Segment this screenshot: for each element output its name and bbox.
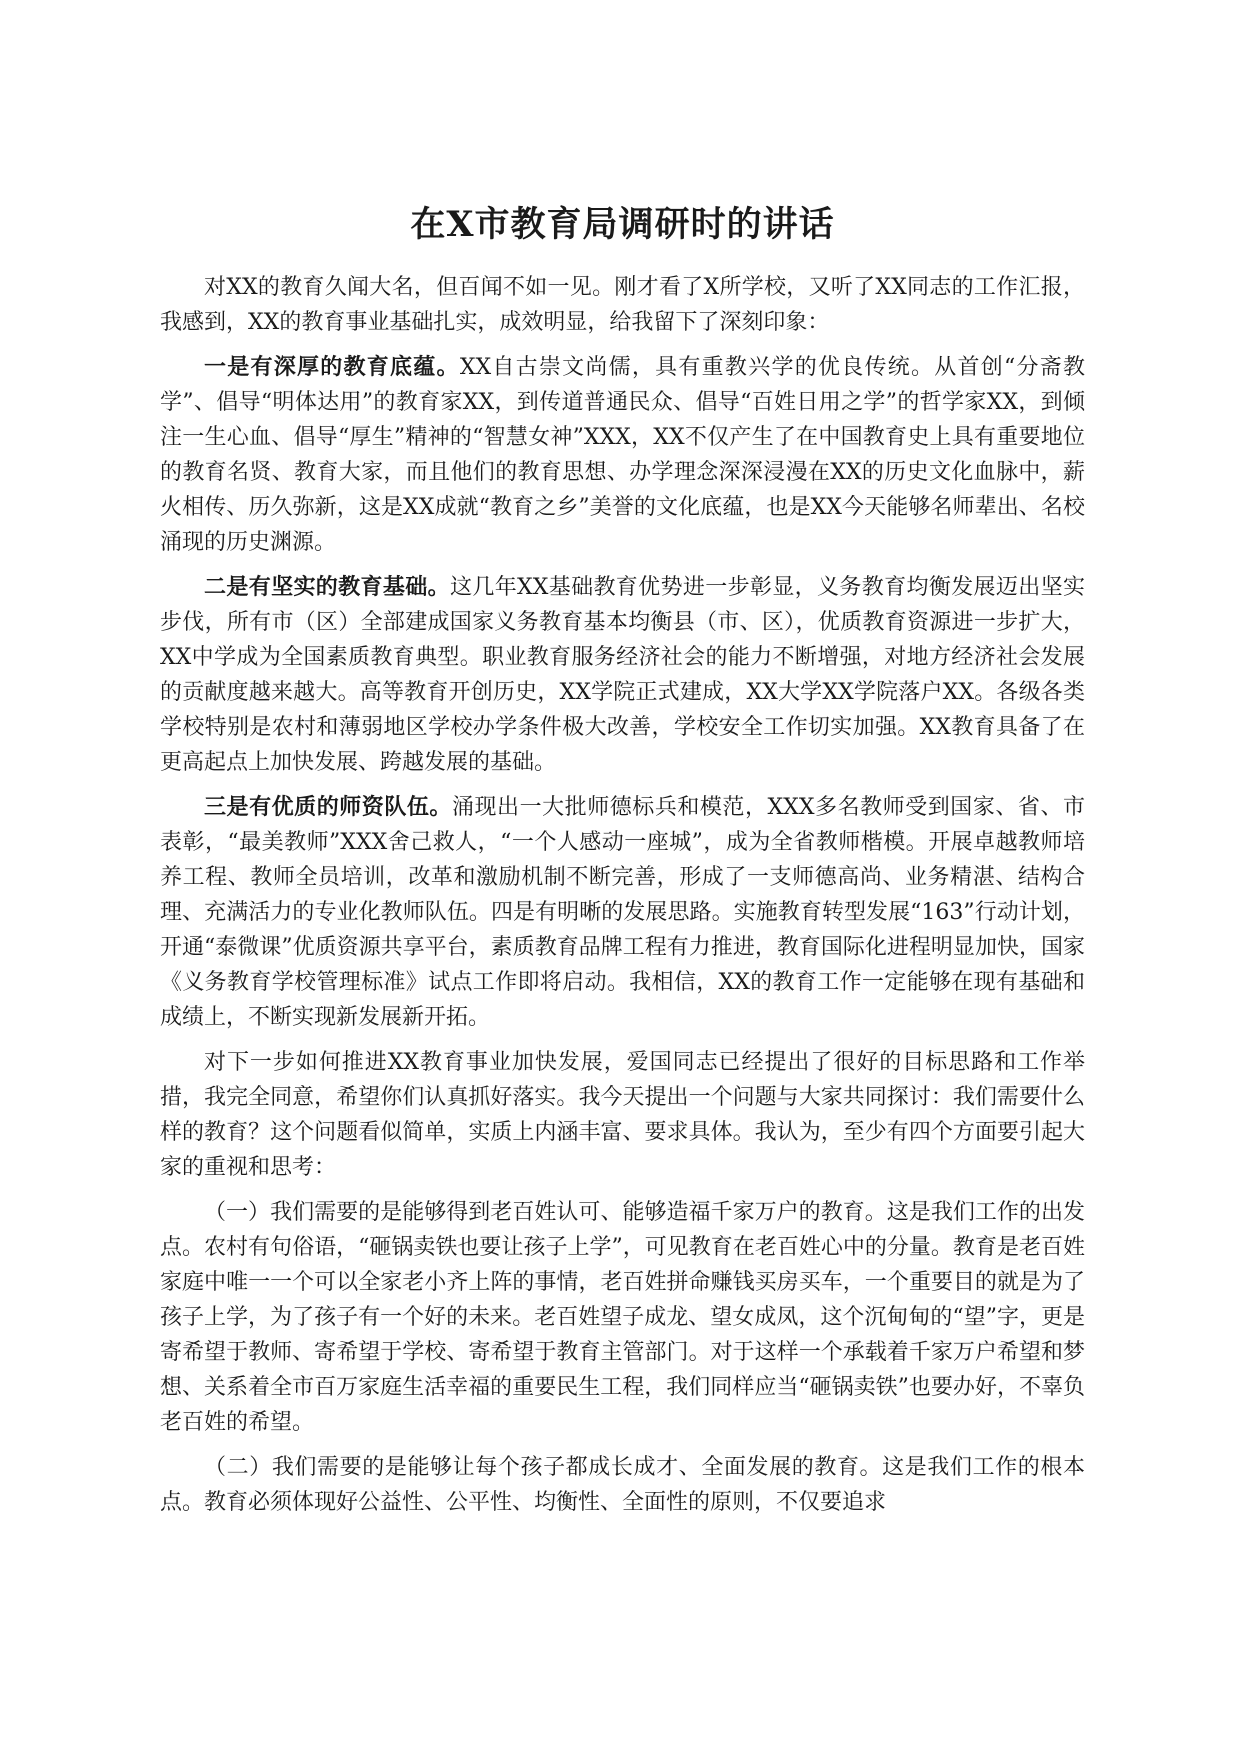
document-title: 在X市教育局调研时的讲话 [410, 204, 835, 245]
paragraph-text: （一）我们需要的是能够得到老百姓认可、能够造福千家万户的教育。这是我们工作的出发点。农村有句俗语，“砸锅卖铁也要让孩子上学”，可见教育在老百姓心中的分量。教育是老百姓家庭中唯一一个可以全家老小齐上阵的事情，老百姓拼命赚钱买房买车，一个重要目的就是为了孩子上学，为了孩子有一个好的未来。老百姓望子成龙、望女成凤，这个沉甸甸的“望”字，更是寄希望于教师、寄希望于学校、寄希望于教育主管部门。对于这样一个承载着千家万户希望和梦想、关系着全市百万家庭生活幸福的重要民生工程，我们同样应当“砸锅卖铁”也要办好，不辜负老百姓的希望。 [160, 1200, 1085, 1435]
paragraph-text: XX自古崇文尚儒，具有重教兴学的优良传统。从首创“分斋教学”、倡导“明体达用”的教育家XX，到传道普通民众、倡导“百姓日用之学”的哲学家XX，到倾注一生心血、倡导“厚生”精神的“智慧女神”XXX，XX不仅产生了在中国教育史上具有重要地位的教育名贤、教育大家，而且他们的教育思想、办学理念深深浸漫在XX的历史文化血脉中，薪火相传、历久弥新，这是XX成就“教育之乡”美誉的文化底蕴，也是XX今天能够名师辈出、名校涌现的历史渊源。 [160, 355, 1085, 555]
paragraph-point-3 [160, 790, 1085, 1035]
paragraph-lead: 三是有优质的师资队伍。 [204, 794, 452, 820]
document-page [160, 200, 1085, 1530]
paragraph-text: 这几年XX基础教育优势进一步彰显，义务教育均衡发展迈出坚实步伐，所有市（区）全部建成国家义务教育基本均衡县（市、区），优质教育资源进一步扩大，XX中学成为全国素质教育典型。职业教育服务经济社会的能力不断增强，对地方经济社会发展的贡献度越来越大。高等教育开创历史，XX学院正式建成，XX大学XX学院落户XX。各级各类学校特别是农村和薄弱地区学校办学条件极大改善，学校安全工作切实加强。XX教育具备了在更高起点上加快发展、跨越发展的基础。 [160, 575, 1085, 775]
paragraph-lead: 二是有坚实的教育基础。 [204, 574, 450, 600]
paragraph-point-2 [160, 570, 1085, 780]
paragraph-text: 对XX的教育久闻大名，但百闻不如一见。刚才看了X所学校，又听了XX同志的工作汇报，我感到，XX的教育事业基础扎实，成效明显，给我留下了深刻印象： [160, 275, 1085, 335]
paragraph-intro [160, 270, 1085, 340]
paragraph-text: （二）我们需要的是能够让每个孩子都成长成才、全面发展的教育。这是我们工作的根本点。教育必须体现好公益性、公平性、均衡性、全面性的原则，不仅要追求 [160, 1455, 1085, 1515]
paragraph-section-2 [160, 1450, 1085, 1520]
paragraph-text: 对下一步如何推进XX教育事业加快发展，爱国同志已经提出了很好的目标思路和工作举措，我完全同意，希望你们认真抓好落实。我今天提出一个问题与大家共同探讨：我们需要什么样的教育？这个问题看似简单，实质上内涵丰富、要求具体。我认为，至少有四个方面要引起大家的重视和思考： [160, 1050, 1085, 1180]
paragraph-lead: 一是有深厚的教育底蕴。 [204, 354, 460, 380]
paragraph-point-1 [160, 350, 1085, 560]
paragraph-transition [160, 1045, 1085, 1185]
paragraph-section-1 [160, 1195, 1085, 1440]
paragraph-text: 涌现出一大批师德标兵和模范，XXX多名教师受到国家、省、市表彰，“最美教师”XXX舍己救人，“一个人感动一座城”，成为全省教师楷模。开展卓越教师培养工程、教师全员培训，改革和激励机制不断完善，形成了一支师德高尚、业务精湛、结构合理、充满活力的专业化教师队伍。四是有明晰的发展思路。实施教育转型发展“163”行动计划，开通“泰微课”优质资源共享平台，素质教育品牌工程有力推进，教育国际化进程明显加快，国家《义务教育学校管理标准》试点工作即将启动。我相信，XX的教育工作一定能够在现有基础和成绩上，不断实现新发展新开拓。 [160, 795, 1085, 1030]
